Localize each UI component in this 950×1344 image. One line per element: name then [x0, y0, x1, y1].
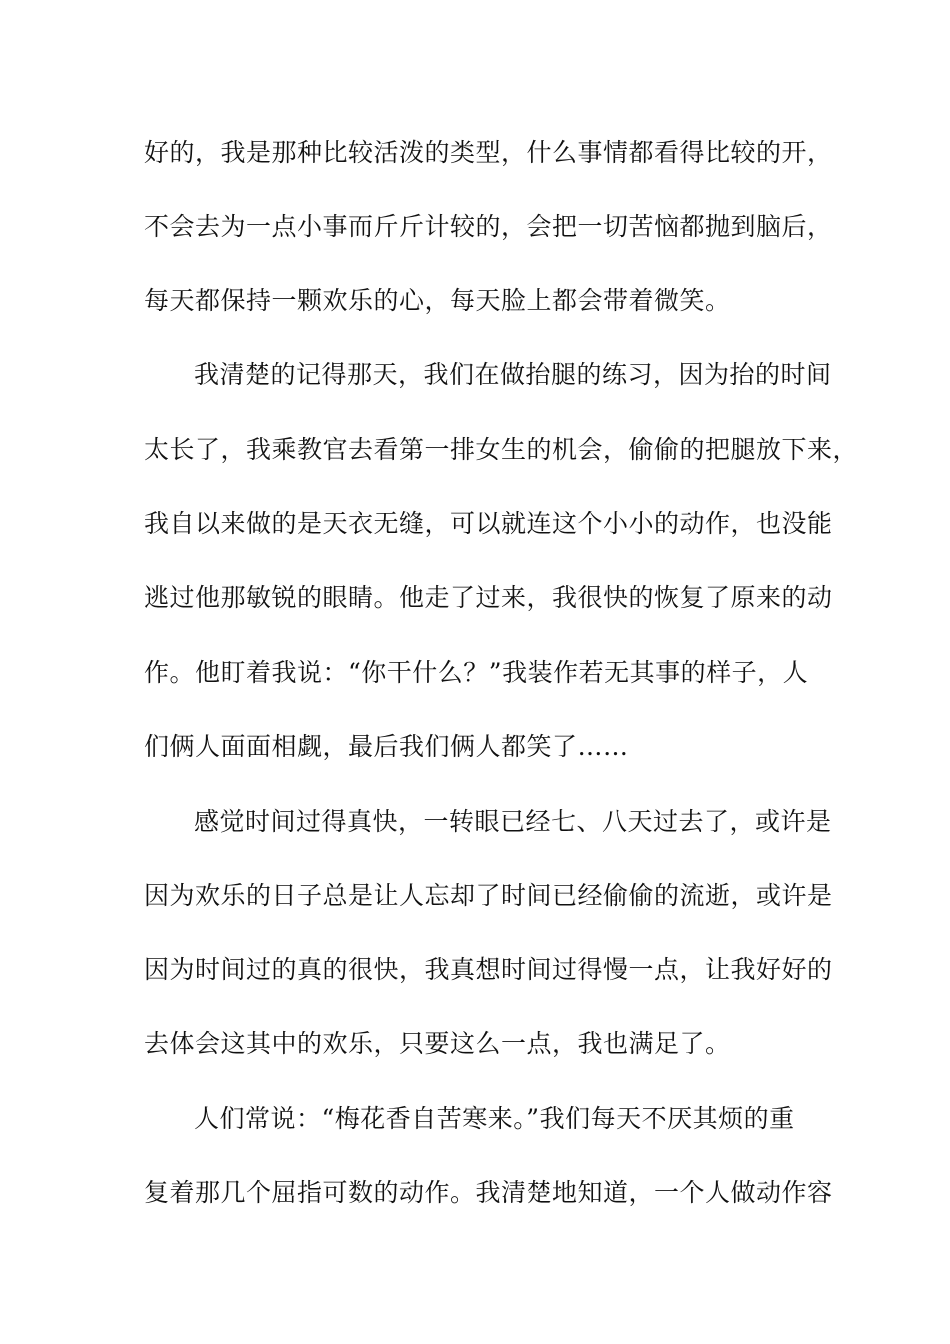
text-line: 复着那几个屈指可数的动作。我清楚地知道，一个人做动作容 — [144, 1178, 833, 1207]
paragraph-first-line: 感觉时间过得真快，一转眼已经七、八天过去了，或许是 — [194, 807, 832, 836]
text-line: 作。他盯着我说：“你干什么？”我装作若无其事的样子，人 — [144, 658, 809, 687]
paragraph-first-line: 我清楚的记得那天，我们在做抬腿的练习，因为抬的时间 — [194, 360, 832, 389]
text-line: 因为欢乐的日子总是让人忘却了时间已经偷偷的流逝，或许是 — [144, 881, 833, 910]
text-line: 好的，我是那种比较活泼的类型，什么事情都看得比较的开， — [144, 138, 833, 167]
text-line: 太长了，我乘教官去看第一排女生的机会，偷偷的把腿放下来， — [144, 435, 859, 464]
text-line: 每天都保持一颗欢乐的心，每天脸上都会带着微笑。 — [144, 286, 731, 315]
text-line: 们俩人面面相觑，最后我们俩人都笑了…… — [144, 732, 629, 761]
text-line: 因为时间过的真的很快，我真想时间过得慢一点，让我好好的 — [144, 955, 833, 984]
text-line: 我自以来做的是天衣无缝，可以就连这个小小的动作，也没能 — [144, 509, 833, 538]
paragraph-first-line: 人们常说：“梅花香自苦寒来。”我们每天不厌其烦的重 — [194, 1104, 795, 1133]
text-line: 逃过他那敏锐的眼睛。他走了过来，我很快的恢复了原来的动 — [144, 583, 833, 612]
text-line: 不会去为一点小事而斤斤计较的，会把一切苦恼都抛到脑后， — [144, 212, 833, 241]
text-line: 去体会这其中的欢乐，只要这么一点，我也满足了。 — [144, 1029, 731, 1058]
